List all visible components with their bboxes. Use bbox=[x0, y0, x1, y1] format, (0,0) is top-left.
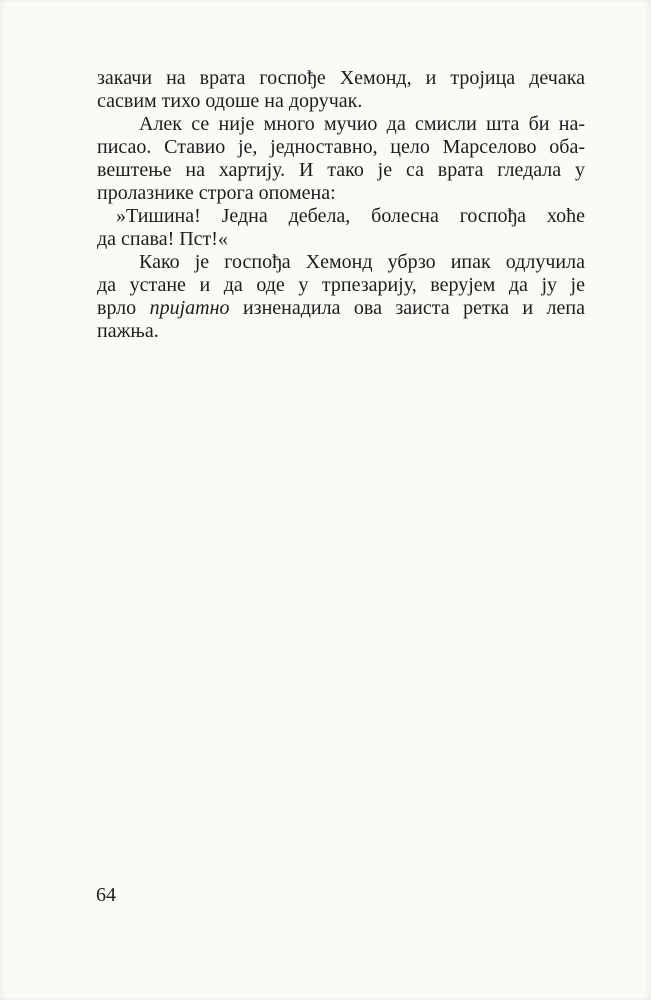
text-line-11 bbox=[97, 297, 585, 320]
text-line-7: »Тишина! Једна дебела, болесна госпођа хоће bbox=[116, 205, 585, 227]
text-line-11-start: врло bbox=[97, 297, 150, 319]
text-line-3: Алек се није много мучио да смисли шта би на- bbox=[139, 113, 585, 135]
page-number: 64 bbox=[96, 884, 116, 906]
text-line-2: сасвим тихо одоше на доручак. bbox=[97, 90, 363, 112]
text-line-6: пролазнике строга опомена: bbox=[97, 182, 336, 204]
italic-word: пријатно bbox=[149, 297, 230, 319]
text-line-12: пажња. bbox=[97, 320, 159, 342]
text-line-10: да устане и да оде у трпезарију, верујем да ју је bbox=[97, 274, 585, 296]
text-line-5: вештење на хартију. И тако је са врата гледала у bbox=[97, 159, 585, 181]
text-line-4: писао. Ставио је, једноставно, цело Марселово оба- bbox=[97, 136, 585, 158]
text-line-8: да спава! Пст!« bbox=[97, 228, 228, 250]
body-text bbox=[97, 67, 585, 343]
text-line-11-end: изненадила ова заиста ретка и лепа bbox=[229, 297, 585, 319]
text-line-1: закачи на врата госпође Хемонд, и тројица дечака bbox=[97, 67, 585, 89]
text-line-9: Како је госпођа Хемонд убрзо ипак одлучила bbox=[139, 251, 585, 273]
